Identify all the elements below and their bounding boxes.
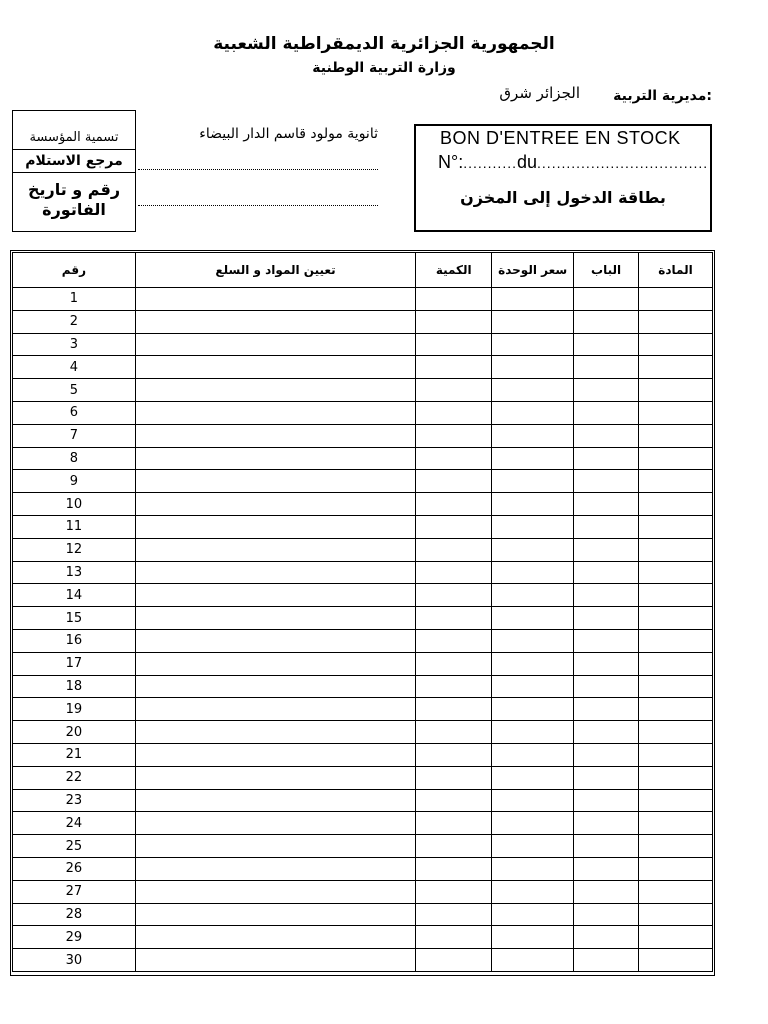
article-cell[interactable] xyxy=(639,447,713,470)
directorate-label: :مديرية التربية xyxy=(613,88,712,104)
row-number: 27 xyxy=(13,880,136,903)
table-row xyxy=(13,288,713,311)
ministry-title: وزارة التربية الوطنية xyxy=(312,60,456,76)
stock-arabic-title: بطاقة الدخول إلى المخزن xyxy=(460,188,666,207)
quantity-cell[interactable] xyxy=(416,698,492,721)
table-row xyxy=(13,721,713,744)
row-number: 23 xyxy=(13,789,136,812)
table-row xyxy=(13,789,713,812)
article-cell[interactable] xyxy=(639,310,713,333)
unit-price-cell[interactable] xyxy=(492,470,574,493)
row-number: 8 xyxy=(13,447,136,470)
reception-ref-field[interactable] xyxy=(138,168,378,170)
chapter-cell[interactable] xyxy=(574,333,639,356)
designation-cell[interactable] xyxy=(135,470,416,493)
article-cell[interactable] xyxy=(639,379,713,402)
stock-number-line[interactable] xyxy=(438,152,708,173)
article-cell[interactable] xyxy=(639,743,713,766)
quantity-cell[interactable] xyxy=(416,857,492,880)
table-row xyxy=(13,561,713,584)
unit-price-cell[interactable] xyxy=(492,607,574,630)
chapter-cell[interactable] xyxy=(574,607,639,630)
chapter-cell[interactable] xyxy=(574,766,639,789)
quantity-cell[interactable] xyxy=(416,379,492,402)
row-number: 19 xyxy=(13,698,136,721)
table-row xyxy=(13,903,713,926)
quantity-cell[interactable] xyxy=(416,538,492,561)
table-row xyxy=(13,675,713,698)
table-row xyxy=(13,310,713,333)
chapter-cell[interactable] xyxy=(574,493,639,516)
designation-cell[interactable] xyxy=(135,538,416,561)
quantity-cell[interactable] xyxy=(416,926,492,949)
quantity-cell[interactable] xyxy=(416,789,492,812)
article-cell[interactable] xyxy=(639,812,713,835)
col-article-header: المادة xyxy=(639,253,713,288)
table-row xyxy=(13,333,713,356)
quantity-cell[interactable] xyxy=(416,675,492,698)
article-cell[interactable] xyxy=(639,789,713,812)
items-table xyxy=(12,252,713,972)
article-cell[interactable] xyxy=(639,538,713,561)
designation-cell[interactable] xyxy=(135,721,416,744)
article-cell[interactable] xyxy=(639,607,713,630)
table-row xyxy=(13,766,713,789)
designation-cell[interactable] xyxy=(135,310,416,333)
row-number: 16 xyxy=(13,629,136,652)
row-number: 29 xyxy=(13,926,136,949)
chapter-cell[interactable] xyxy=(574,584,639,607)
institution-label: تسمية المؤسسة xyxy=(13,127,135,150)
article-cell[interactable] xyxy=(639,880,713,903)
row-number: 9 xyxy=(13,470,136,493)
article-cell[interactable] xyxy=(639,629,713,652)
chapter-cell[interactable] xyxy=(574,926,639,949)
table-row xyxy=(13,356,713,379)
article-cell[interactable] xyxy=(639,356,713,379)
row-number: 22 xyxy=(13,766,136,789)
chapter-cell[interactable] xyxy=(574,698,639,721)
row-number: 14 xyxy=(13,584,136,607)
chapter-cell[interactable] xyxy=(574,515,639,538)
du-label: du xyxy=(517,152,538,172)
row-number: 18 xyxy=(13,675,136,698)
quantity-cell[interactable] xyxy=(416,401,492,424)
chapter-cell[interactable] xyxy=(574,949,639,972)
col-designation-header: تعيين المواد و السلع xyxy=(135,253,416,288)
number-prefix: N°: xyxy=(438,152,464,172)
row-number: 28 xyxy=(13,903,136,926)
article-cell[interactable] xyxy=(639,949,713,972)
chapter-cell[interactable] xyxy=(574,310,639,333)
chapter-cell[interactable] xyxy=(574,675,639,698)
quantity-cell[interactable] xyxy=(416,721,492,744)
table-row xyxy=(13,470,713,493)
chapter-cell[interactable] xyxy=(574,789,639,812)
chapter-cell[interactable] xyxy=(574,356,639,379)
row-number: 10 xyxy=(13,493,136,516)
stock-entry-box xyxy=(414,124,712,232)
article-cell[interactable] xyxy=(639,493,713,516)
article-cell[interactable] xyxy=(639,766,713,789)
table-row xyxy=(13,880,713,903)
quantity-cell[interactable] xyxy=(416,629,492,652)
quantity-cell[interactable] xyxy=(416,447,492,470)
row-number: 24 xyxy=(13,812,136,835)
designation-cell[interactable] xyxy=(135,743,416,766)
unit-price-cell[interactable] xyxy=(492,288,574,311)
quantity-cell[interactable] xyxy=(416,949,492,972)
unit-price-cell[interactable] xyxy=(492,903,574,926)
unit-price-cell[interactable] xyxy=(492,835,574,858)
unit-price-cell[interactable] xyxy=(492,561,574,584)
invoice-field[interactable] xyxy=(138,204,378,206)
designation-cell[interactable] xyxy=(135,401,416,424)
unit-price-cell[interactable] xyxy=(492,743,574,766)
designation-cell[interactable] xyxy=(135,857,416,880)
unit-price-cell[interactable] xyxy=(492,949,574,972)
unit-price-cell[interactable] xyxy=(492,857,574,880)
row-number: 1 xyxy=(13,288,136,311)
table-row xyxy=(13,424,713,447)
unit-price-cell[interactable] xyxy=(492,926,574,949)
quantity-cell[interactable] xyxy=(416,743,492,766)
unit-price-cell[interactable] xyxy=(492,721,574,744)
unit-price-cell[interactable] xyxy=(492,401,574,424)
quantity-cell[interactable] xyxy=(416,652,492,675)
article-cell[interactable] xyxy=(639,835,713,858)
article-cell[interactable] xyxy=(639,652,713,675)
designation-cell[interactable] xyxy=(135,447,416,470)
republic-title: الجمهورية الجزائرية الديمقراطية الشعبية xyxy=(213,34,555,54)
table-row xyxy=(13,652,713,675)
row-number: 30 xyxy=(13,949,136,972)
article-cell[interactable] xyxy=(639,721,713,744)
quantity-cell[interactable] xyxy=(416,903,492,926)
chapter-cell[interactable] xyxy=(574,447,639,470)
unit-price-cell[interactable] xyxy=(492,515,574,538)
col-quantity-header: الكمية xyxy=(416,253,492,288)
designation-cell[interactable] xyxy=(135,584,416,607)
chapter-cell[interactable] xyxy=(574,857,639,880)
unit-price-cell[interactable] xyxy=(492,447,574,470)
table-header-row xyxy=(13,253,713,288)
article-cell[interactable] xyxy=(639,288,713,311)
unit-price-cell[interactable] xyxy=(492,379,574,402)
article-cell[interactable] xyxy=(639,561,713,584)
designation-cell[interactable] xyxy=(135,424,416,447)
directorate-value: الجزائر شرق xyxy=(499,84,580,102)
quantity-cell[interactable] xyxy=(416,561,492,584)
chapter-cell[interactable] xyxy=(574,721,639,744)
designation-cell[interactable] xyxy=(135,949,416,972)
table-row xyxy=(13,629,713,652)
row-number: 21 xyxy=(13,743,136,766)
quantity-cell[interactable] xyxy=(416,470,492,493)
row-number: 13 xyxy=(13,561,136,584)
quantity-cell[interactable] xyxy=(416,584,492,607)
table-row xyxy=(13,607,713,630)
quantity-cell[interactable] xyxy=(416,424,492,447)
chapter-cell[interactable] xyxy=(574,401,639,424)
article-cell[interactable] xyxy=(639,903,713,926)
table-row xyxy=(13,379,713,402)
chapter-cell[interactable] xyxy=(574,880,639,903)
designation-cell[interactable] xyxy=(135,812,416,835)
row-number: 15 xyxy=(13,607,136,630)
table-row xyxy=(13,835,713,858)
designation-cell[interactable] xyxy=(135,493,416,516)
row-number: 17 xyxy=(13,652,136,675)
designation-cell[interactable] xyxy=(135,675,416,698)
table-row xyxy=(13,812,713,835)
table-row xyxy=(13,515,713,538)
designation-cell[interactable] xyxy=(135,288,416,311)
unit-price-cell[interactable] xyxy=(492,812,574,835)
invoice-label: رقم و تاريخ الفاتورة xyxy=(27,180,121,219)
unit-price-cell[interactable] xyxy=(492,356,574,379)
quantity-cell[interactable] xyxy=(416,812,492,835)
institution-value: ثانوية مولود قاسم الدار البيضاء xyxy=(199,126,378,142)
row-number: 5 xyxy=(13,379,136,402)
quantity-cell[interactable] xyxy=(416,288,492,311)
chapter-cell[interactable] xyxy=(574,538,639,561)
row-number: 6 xyxy=(13,401,136,424)
unit-price-cell[interactable] xyxy=(492,652,574,675)
chapter-cell[interactable] xyxy=(574,288,639,311)
row-number: 12 xyxy=(13,538,136,561)
designation-cell[interactable] xyxy=(135,356,416,379)
unit-price-cell[interactable] xyxy=(492,675,574,698)
chapter-cell[interactable] xyxy=(574,743,639,766)
designation-cell[interactable] xyxy=(135,515,416,538)
designation-cell[interactable] xyxy=(135,926,416,949)
article-cell[interactable] xyxy=(639,401,713,424)
chapter-cell[interactable] xyxy=(574,652,639,675)
row-number: 3 xyxy=(13,333,136,356)
row-number: 7 xyxy=(13,424,136,447)
chapter-cell[interactable] xyxy=(574,812,639,835)
reception-ref-label: مرجع الاستلام xyxy=(13,150,135,173)
table-row xyxy=(13,584,713,607)
col-unit-price-header: سعر الوحدة xyxy=(492,253,574,288)
quantity-cell[interactable] xyxy=(416,880,492,903)
row-number: 25 xyxy=(13,835,136,858)
chapter-cell[interactable] xyxy=(574,470,639,493)
du-dots: ................................... xyxy=(537,155,709,171)
stock-title: BON D'ENTREE EN STOCK xyxy=(440,128,681,148)
designation-cell[interactable] xyxy=(135,561,416,584)
quantity-cell[interactable] xyxy=(416,607,492,630)
designation-cell[interactable] xyxy=(135,698,416,721)
designation-cell[interactable] xyxy=(135,607,416,630)
designation-cell[interactable] xyxy=(135,333,416,356)
table-row xyxy=(13,538,713,561)
designation-cell[interactable] xyxy=(135,880,416,903)
quantity-cell[interactable] xyxy=(416,356,492,379)
chapter-cell[interactable] xyxy=(574,561,639,584)
chapter-cell[interactable] xyxy=(574,379,639,402)
designation-cell[interactable] xyxy=(135,652,416,675)
info-labels-box xyxy=(12,110,136,232)
designation-cell[interactable] xyxy=(135,379,416,402)
unit-price-cell[interactable] xyxy=(492,629,574,652)
quantity-cell[interactable] xyxy=(416,835,492,858)
quantity-cell[interactable] xyxy=(416,333,492,356)
chapter-cell[interactable] xyxy=(574,903,639,926)
chapter-cell[interactable] xyxy=(574,629,639,652)
col-number-header: رقم xyxy=(13,253,136,288)
table-row xyxy=(13,743,713,766)
article-cell[interactable] xyxy=(639,584,713,607)
unit-price-cell[interactable] xyxy=(492,424,574,447)
table-row xyxy=(13,926,713,949)
unit-price-cell[interactable] xyxy=(492,493,574,516)
quantity-cell[interactable] xyxy=(416,310,492,333)
chapter-cell[interactable] xyxy=(574,424,639,447)
designation-cell[interactable] xyxy=(135,766,416,789)
designation-cell[interactable] xyxy=(135,835,416,858)
article-cell[interactable] xyxy=(639,926,713,949)
table-row xyxy=(13,949,713,972)
col-chapter-header: الباب xyxy=(574,253,639,288)
quantity-cell[interactable] xyxy=(416,515,492,538)
row-number: 2 xyxy=(13,310,136,333)
unit-price-cell[interactable] xyxy=(492,584,574,607)
row-number: 11 xyxy=(13,515,136,538)
unit-price-cell[interactable] xyxy=(492,880,574,903)
article-cell[interactable] xyxy=(639,424,713,447)
unit-price-cell[interactable] xyxy=(492,310,574,333)
number-dots: ........... xyxy=(463,155,517,171)
chapter-cell[interactable] xyxy=(574,835,639,858)
article-cell[interactable] xyxy=(639,675,713,698)
designation-cell[interactable] xyxy=(135,789,416,812)
designation-cell[interactable] xyxy=(135,629,416,652)
article-cell[interactable] xyxy=(639,333,713,356)
unit-price-cell[interactable] xyxy=(492,789,574,812)
table-row xyxy=(13,493,713,516)
article-cell[interactable] xyxy=(639,470,713,493)
table-row xyxy=(13,698,713,721)
quantity-cell[interactable] xyxy=(416,493,492,516)
article-cell[interactable] xyxy=(639,515,713,538)
table-row xyxy=(13,857,713,880)
row-number: 20 xyxy=(13,721,136,744)
quantity-cell[interactable] xyxy=(416,766,492,789)
row-number: 26 xyxy=(13,857,136,880)
row-number: 4 xyxy=(13,356,136,379)
unit-price-cell[interactable] xyxy=(492,333,574,356)
article-cell[interactable] xyxy=(639,857,713,880)
unit-price-cell[interactable] xyxy=(492,766,574,789)
unit-price-cell[interactable] xyxy=(492,538,574,561)
article-cell[interactable] xyxy=(639,698,713,721)
unit-price-cell[interactable] xyxy=(492,698,574,721)
table-row xyxy=(13,401,713,424)
table-row xyxy=(13,447,713,470)
designation-cell[interactable] xyxy=(135,903,416,926)
